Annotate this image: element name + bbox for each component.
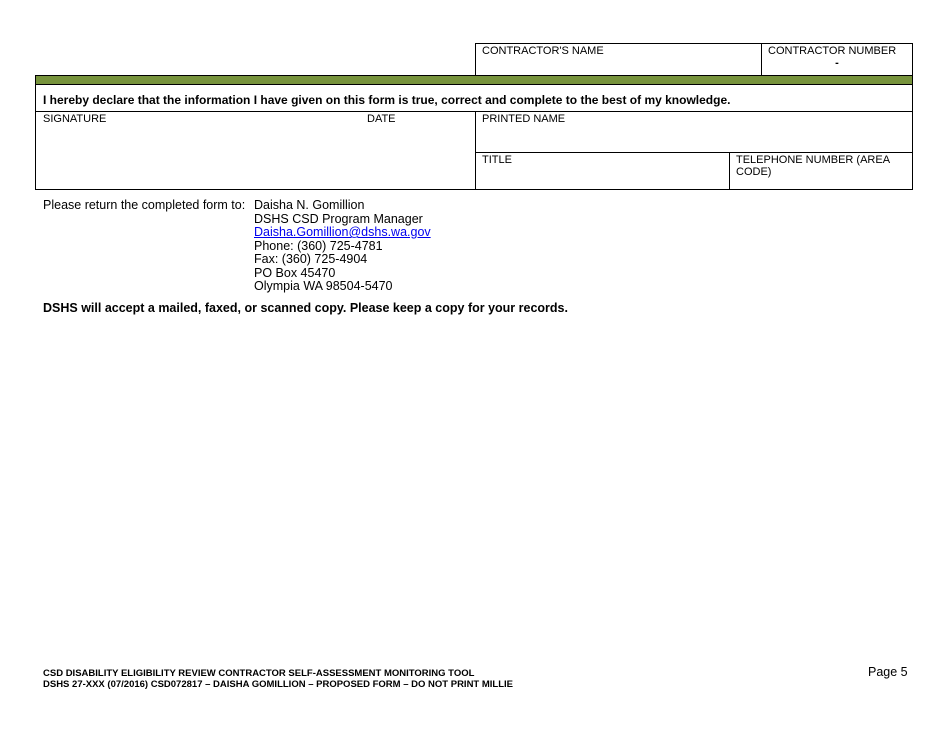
contact-name: Daisha N. Gomillion bbox=[254, 198, 365, 212]
contractor-name-label: CONTRACTOR'S NAME bbox=[482, 45, 604, 57]
contact-fax: Fax: (360) 725-4904 bbox=[254, 252, 368, 266]
telephone-field[interactable] bbox=[729, 152, 913, 190]
footer bbox=[43, 668, 513, 690]
return-address-block bbox=[254, 199, 431, 294]
footer-line-1: CSD DISABILITY ELIGIBILITY REVIEW CONTRACTOR SELF-ASSESSMENT MONITORING TOOL bbox=[43, 668, 475, 679]
contractor-number-value: - bbox=[835, 57, 839, 69]
return-label: Please return the completed form to: bbox=[43, 198, 246, 212]
title-label: TITLE bbox=[482, 154, 512, 166]
title-field[interactable] bbox=[475, 152, 730, 190]
contact-position: DSHS CSD Program Manager bbox=[254, 211, 423, 226]
printed-name-field[interactable] bbox=[475, 111, 913, 153]
date-label: DATE bbox=[367, 113, 396, 125]
contractor-number-field[interactable] bbox=[761, 43, 913, 76]
contact-email-link[interactable]: Daisha.Gomillion@dshs.wa.gov bbox=[254, 225, 431, 239]
footer-line-2: DSHS 27-XXX (07/2016) CSD072817 – DAISHA GOMILLION – PROPOSED FORM – DO NOT PRINT MILLIE bbox=[43, 679, 514, 690]
contact-phone: Phone: (360) 725-4781 bbox=[254, 238, 383, 253]
contractor-name-field[interactable] bbox=[475, 43, 762, 76]
declaration-text: I hereby declare that the information I have given on this form is true, correct and complete to the best of my knowledge. bbox=[43, 93, 731, 107]
declaration-row bbox=[35, 84, 913, 112]
acceptance-note: DSHS will accept a mailed, faxed, or scanned copy. Please keep a copy for your records. bbox=[43, 301, 568, 315]
contact-city: Olympia WA 98504-5470 bbox=[254, 279, 393, 293]
signature-field[interactable] bbox=[35, 111, 476, 190]
telephone-label: TELEPHONE NUMBER (AREA CODE) bbox=[736, 154, 890, 178]
page-number: Page 5 bbox=[868, 665, 908, 679]
contact-po-box: PO Box 45470 bbox=[254, 265, 336, 280]
contractor-number-label: CONTRACTOR NUMBER bbox=[768, 45, 897, 57]
printed-name-label: PRINTED NAME bbox=[482, 113, 566, 125]
signature-label: SIGNATURE bbox=[43, 113, 107, 125]
